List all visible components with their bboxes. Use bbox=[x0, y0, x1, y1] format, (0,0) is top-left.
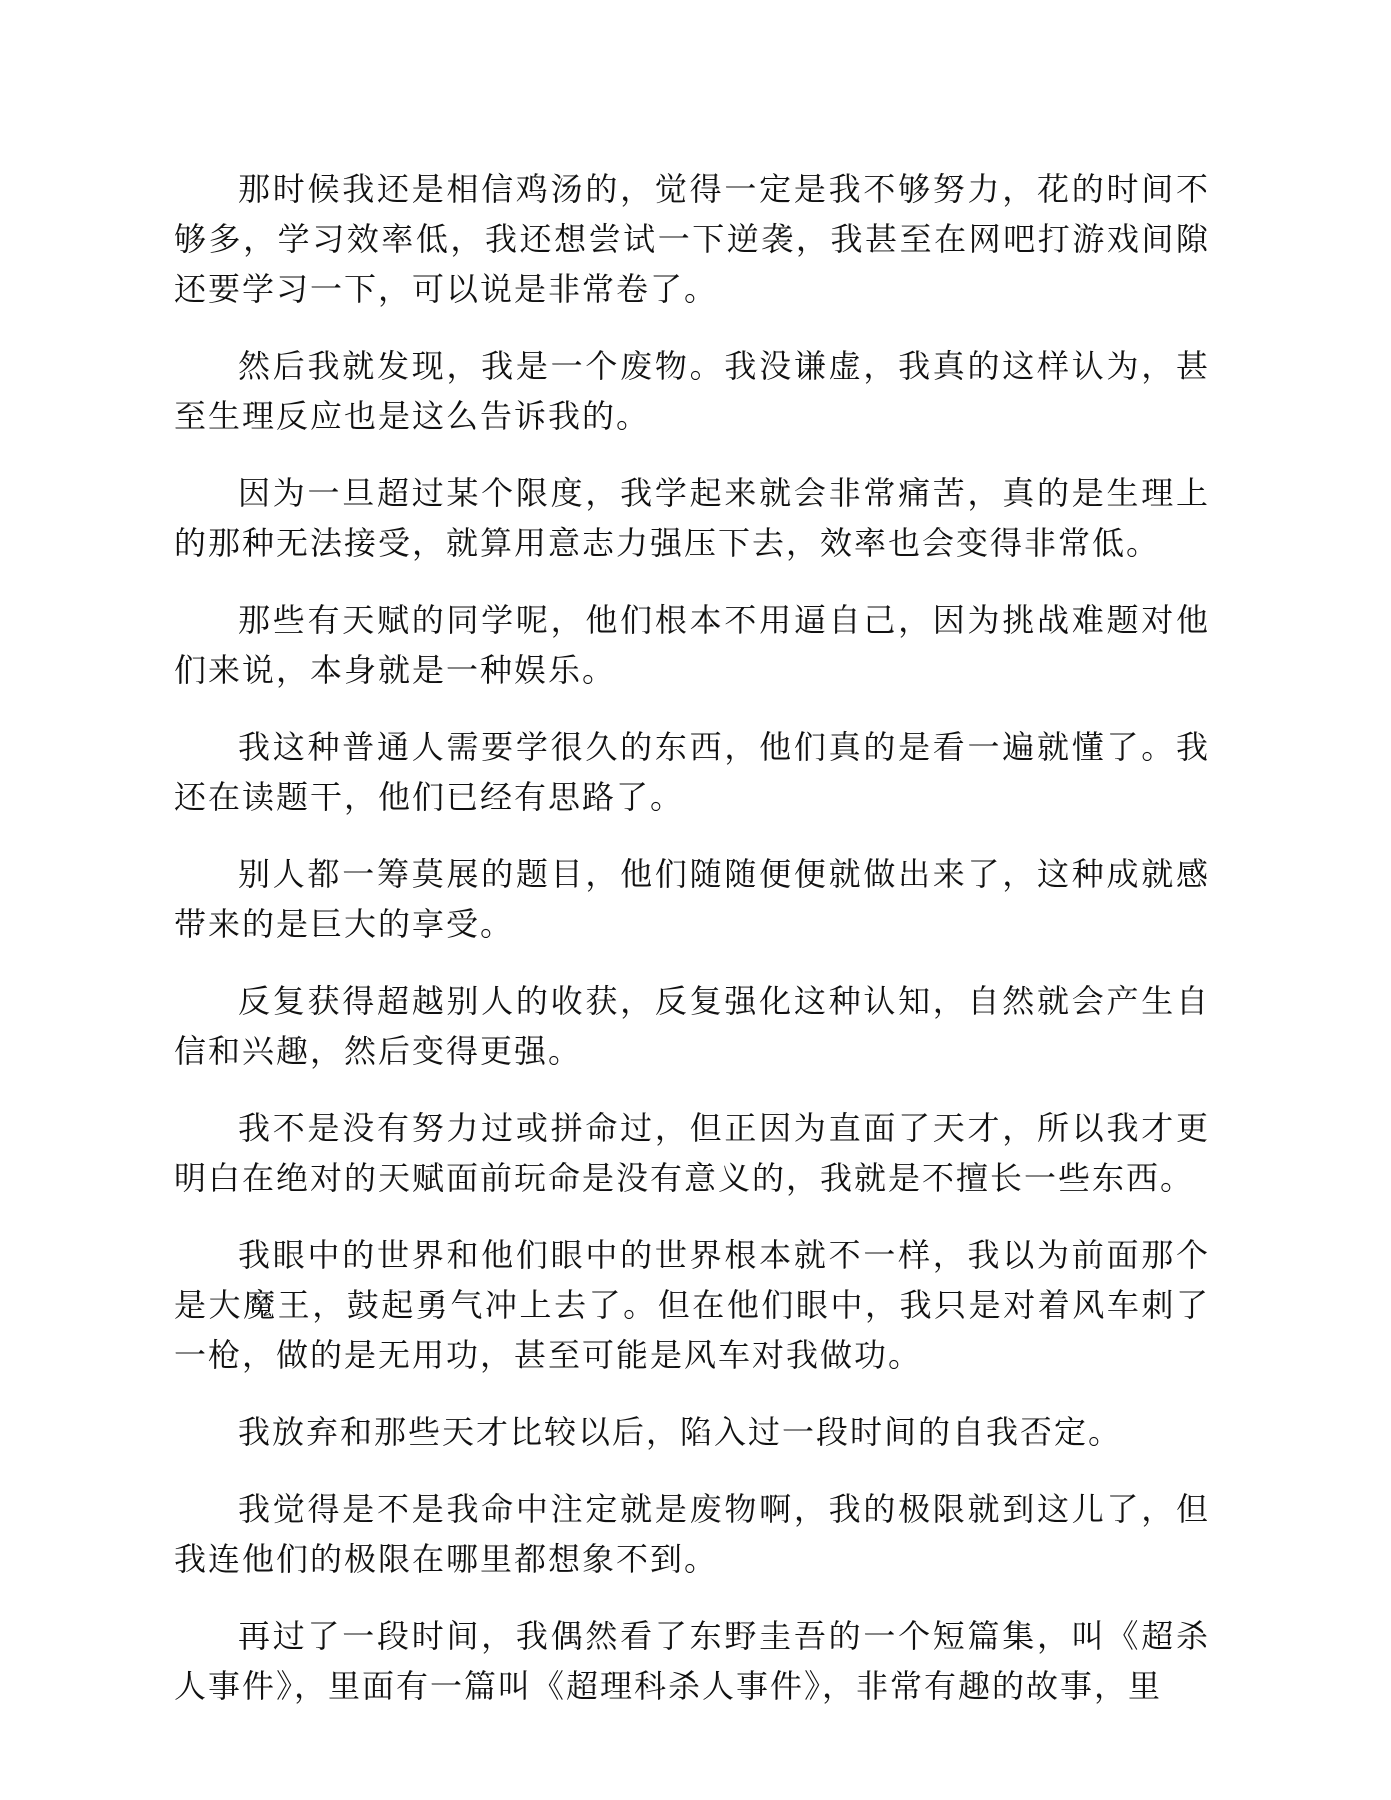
paragraph: 我这种普通人需要学很久的东西，他们真的是看一遍就懂了。我还在读题干，他们已经有思路了。 bbox=[174, 728, 1210, 816]
paragraph: 我不是没有努力过或拼命过，但正因为直面了天才，所以我才更明白在绝对的天赋面前玩命是没有意义的，我就是不擅长一些东西。 bbox=[174, 1109, 1210, 1197]
paragraph: 然后我就发现，我是一个废物。我没谦虚，我真的这样认为，甚至生理反应也是这么告诉我的。 bbox=[174, 347, 1210, 435]
paragraph: 别人都一筹莫展的题目，他们随随便便就做出来了，这种成就感带来的是巨大的享受。 bbox=[174, 855, 1210, 943]
paragraph: 那时候我还是相信鸡汤的，觉得一定是我不够努力，花的时间不够多，学习效率低，我还想尝试一下逆袭，我甚至在网吧打游戏间隙还要学习一下，可以说是非常卷了。 bbox=[174, 170, 1210, 308]
paragraph: 那些有天赋的同学呢，他们根本不用逼自己，因为挑战难题对他们来说，本身就是一种娱乐。 bbox=[174, 601, 1210, 689]
paragraph: 我觉得是不是我命中注定就是废物啊，我的极限就到这儿了，但我连他们的极限在哪里都想象不到。 bbox=[174, 1490, 1210, 1578]
paragraph: 反复获得超越别人的收获，反复强化这种认知，自然就会产生自信和兴趣，然后变得更强。 bbox=[174, 982, 1210, 1070]
paragraph: 我眼中的世界和他们眼中的世界根本就不一样，我以为前面那个是大魔王，鼓起勇气冲上去了。但在他们眼中，我只是对着风车刺了一枪，做的是无用功，甚至可能是风车对我做功。 bbox=[174, 1236, 1210, 1374]
paragraph: 再过了一段时间，我偶然看了东野圭吾的一个短篇集，叫《超杀人事件》，里面有一篇叫《超理科杀人事件》，非常有趣的故事，里 bbox=[174, 1617, 1210, 1705]
body-text bbox=[174, 164, 1210, 1738]
paragraph: 我放弃和那些天才比较以后，陷入过一段时间的自我否定。 bbox=[238, 1413, 1123, 1451]
paragraph: 因为一旦超过某个限度，我学起来就会非常痛苦，真的是生理上的那种无法接受，就算用意志力强压下去，效率也会变得非常低。 bbox=[174, 474, 1210, 562]
